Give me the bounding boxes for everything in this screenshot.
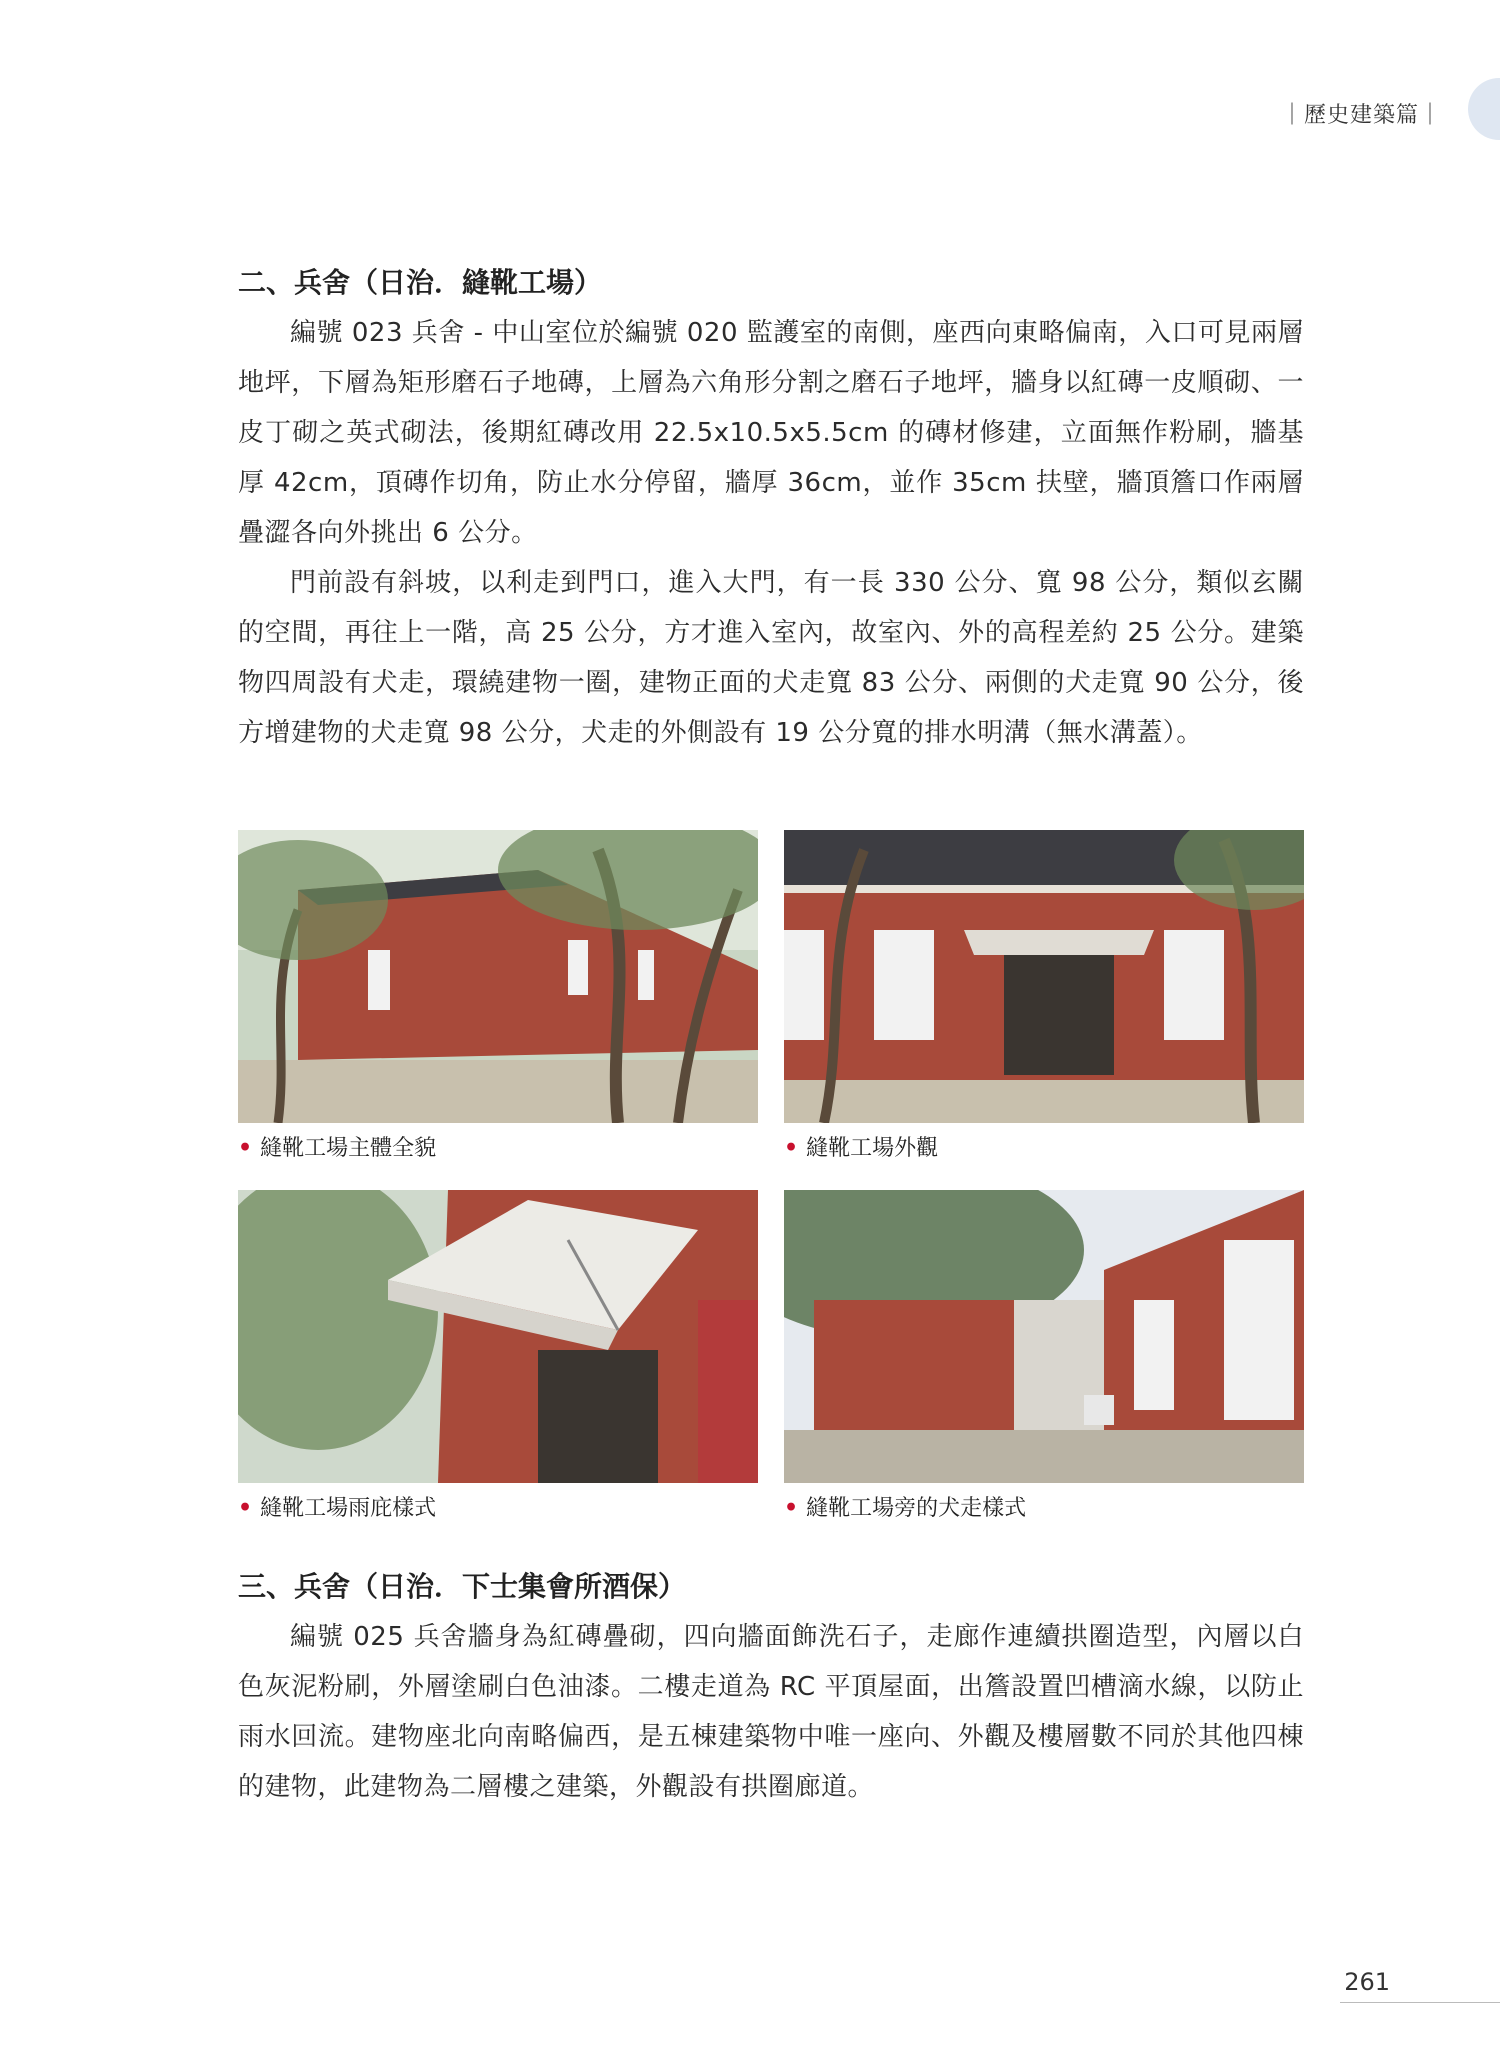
caption-bullet-icon: • (784, 1135, 799, 1161)
photo-exterior-image (784, 830, 1304, 1123)
caption-canopy: • 縫靴工場雨庇樣式 (238, 1495, 437, 1521)
section-3 (238, 1562, 1304, 1812)
caption-bullet-icon: • (238, 1135, 253, 1161)
photo-walkway-image (784, 1190, 1304, 1483)
running-header: ｜歷史建築篇｜ (1280, 103, 1442, 128)
section-2 (238, 258, 1304, 758)
section-2-paragraph-1: 編號 023 兵舍 - 中山室位於編號 020 監護室的南側，座西向東略偏南，入口可見兩層地坪，下層為矩形磨石子地磚，上層為六角形分割之磨石子地坪，牆身以紅磚一皮順砌、一皮丁砌之英式砌法，後期紅磚改用 22.5x10.5x5.5cm 的磚材修建，立面無作粉刷，牆基厚 42cm，頂磚作切角，防止水分停留，牆厚 36cm，並作 35cm 扶壁，牆頂簷口作兩層疊澀各向外挑出 6 公分。 (238, 318, 1304, 548)
caption-bullet-icon: • (784, 1495, 799, 1521)
caption-walkway: • 縫靴工場旁的犬走樣式 (784, 1495, 1027, 1521)
page-number-rule (1340, 2002, 1500, 2003)
caption-main-body: • 縫靴工場主體全貌 (238, 1135, 437, 1161)
section-2-paragraph-2: 門前設有斜坡，以利走到門口，進入大門，有一長 330 公分、寬 98 公分，類似玄關的空間，再往上一階，高 25 公分，方才進入室內，故室內、外的高程差約 25 公分。建築物四周設有犬走，環繞建物一圈，建物正面的犬走寬 83 公分、兩側的犬走寬 90 公分，後方增建物的犬走寬 98 公分，犬走的外側設有 19 公分寬的排水明溝（無水溝蓋）。 (238, 568, 1304, 748)
photo-canopy-image (238, 1190, 758, 1483)
photo-walkway (784, 1190, 1304, 1483)
page-number: 261 (1344, 1968, 1390, 1996)
photo-main-body (238, 830, 758, 1123)
caption-exterior: • 縫靴工場外觀 (784, 1135, 939, 1161)
section-3-paragraph-1: 編號 025 兵舍牆身為紅磚疊砌，四向牆面飾洗石子，走廊作連續拱圈造型，內層以白色灰泥粉刷，外層塗刷白色油漆。二樓走道為 RC 平頂屋面，出簷設置凹槽滴水線，以防止雨水回流。建物座北向南略偏西，是五棟建築物中唯一座向、外觀及樓層數不同於其他四棟的建物，此建物為二層樓之建築，外觀設有拱圈廊道。 (238, 1622, 1304, 1802)
section-3-title: 三、兵舍（日治．下士集會所酒保） (238, 1570, 687, 1603)
caption-bullet-icon: • (238, 1495, 253, 1521)
photo-exterior (784, 830, 1304, 1123)
section-2-title: 二、兵舍（日治．縫靴工場） (238, 266, 603, 299)
header-tab-decoration (1468, 78, 1500, 140)
photo-canopy (238, 1190, 758, 1483)
photo-main-body-image (238, 830, 758, 1123)
